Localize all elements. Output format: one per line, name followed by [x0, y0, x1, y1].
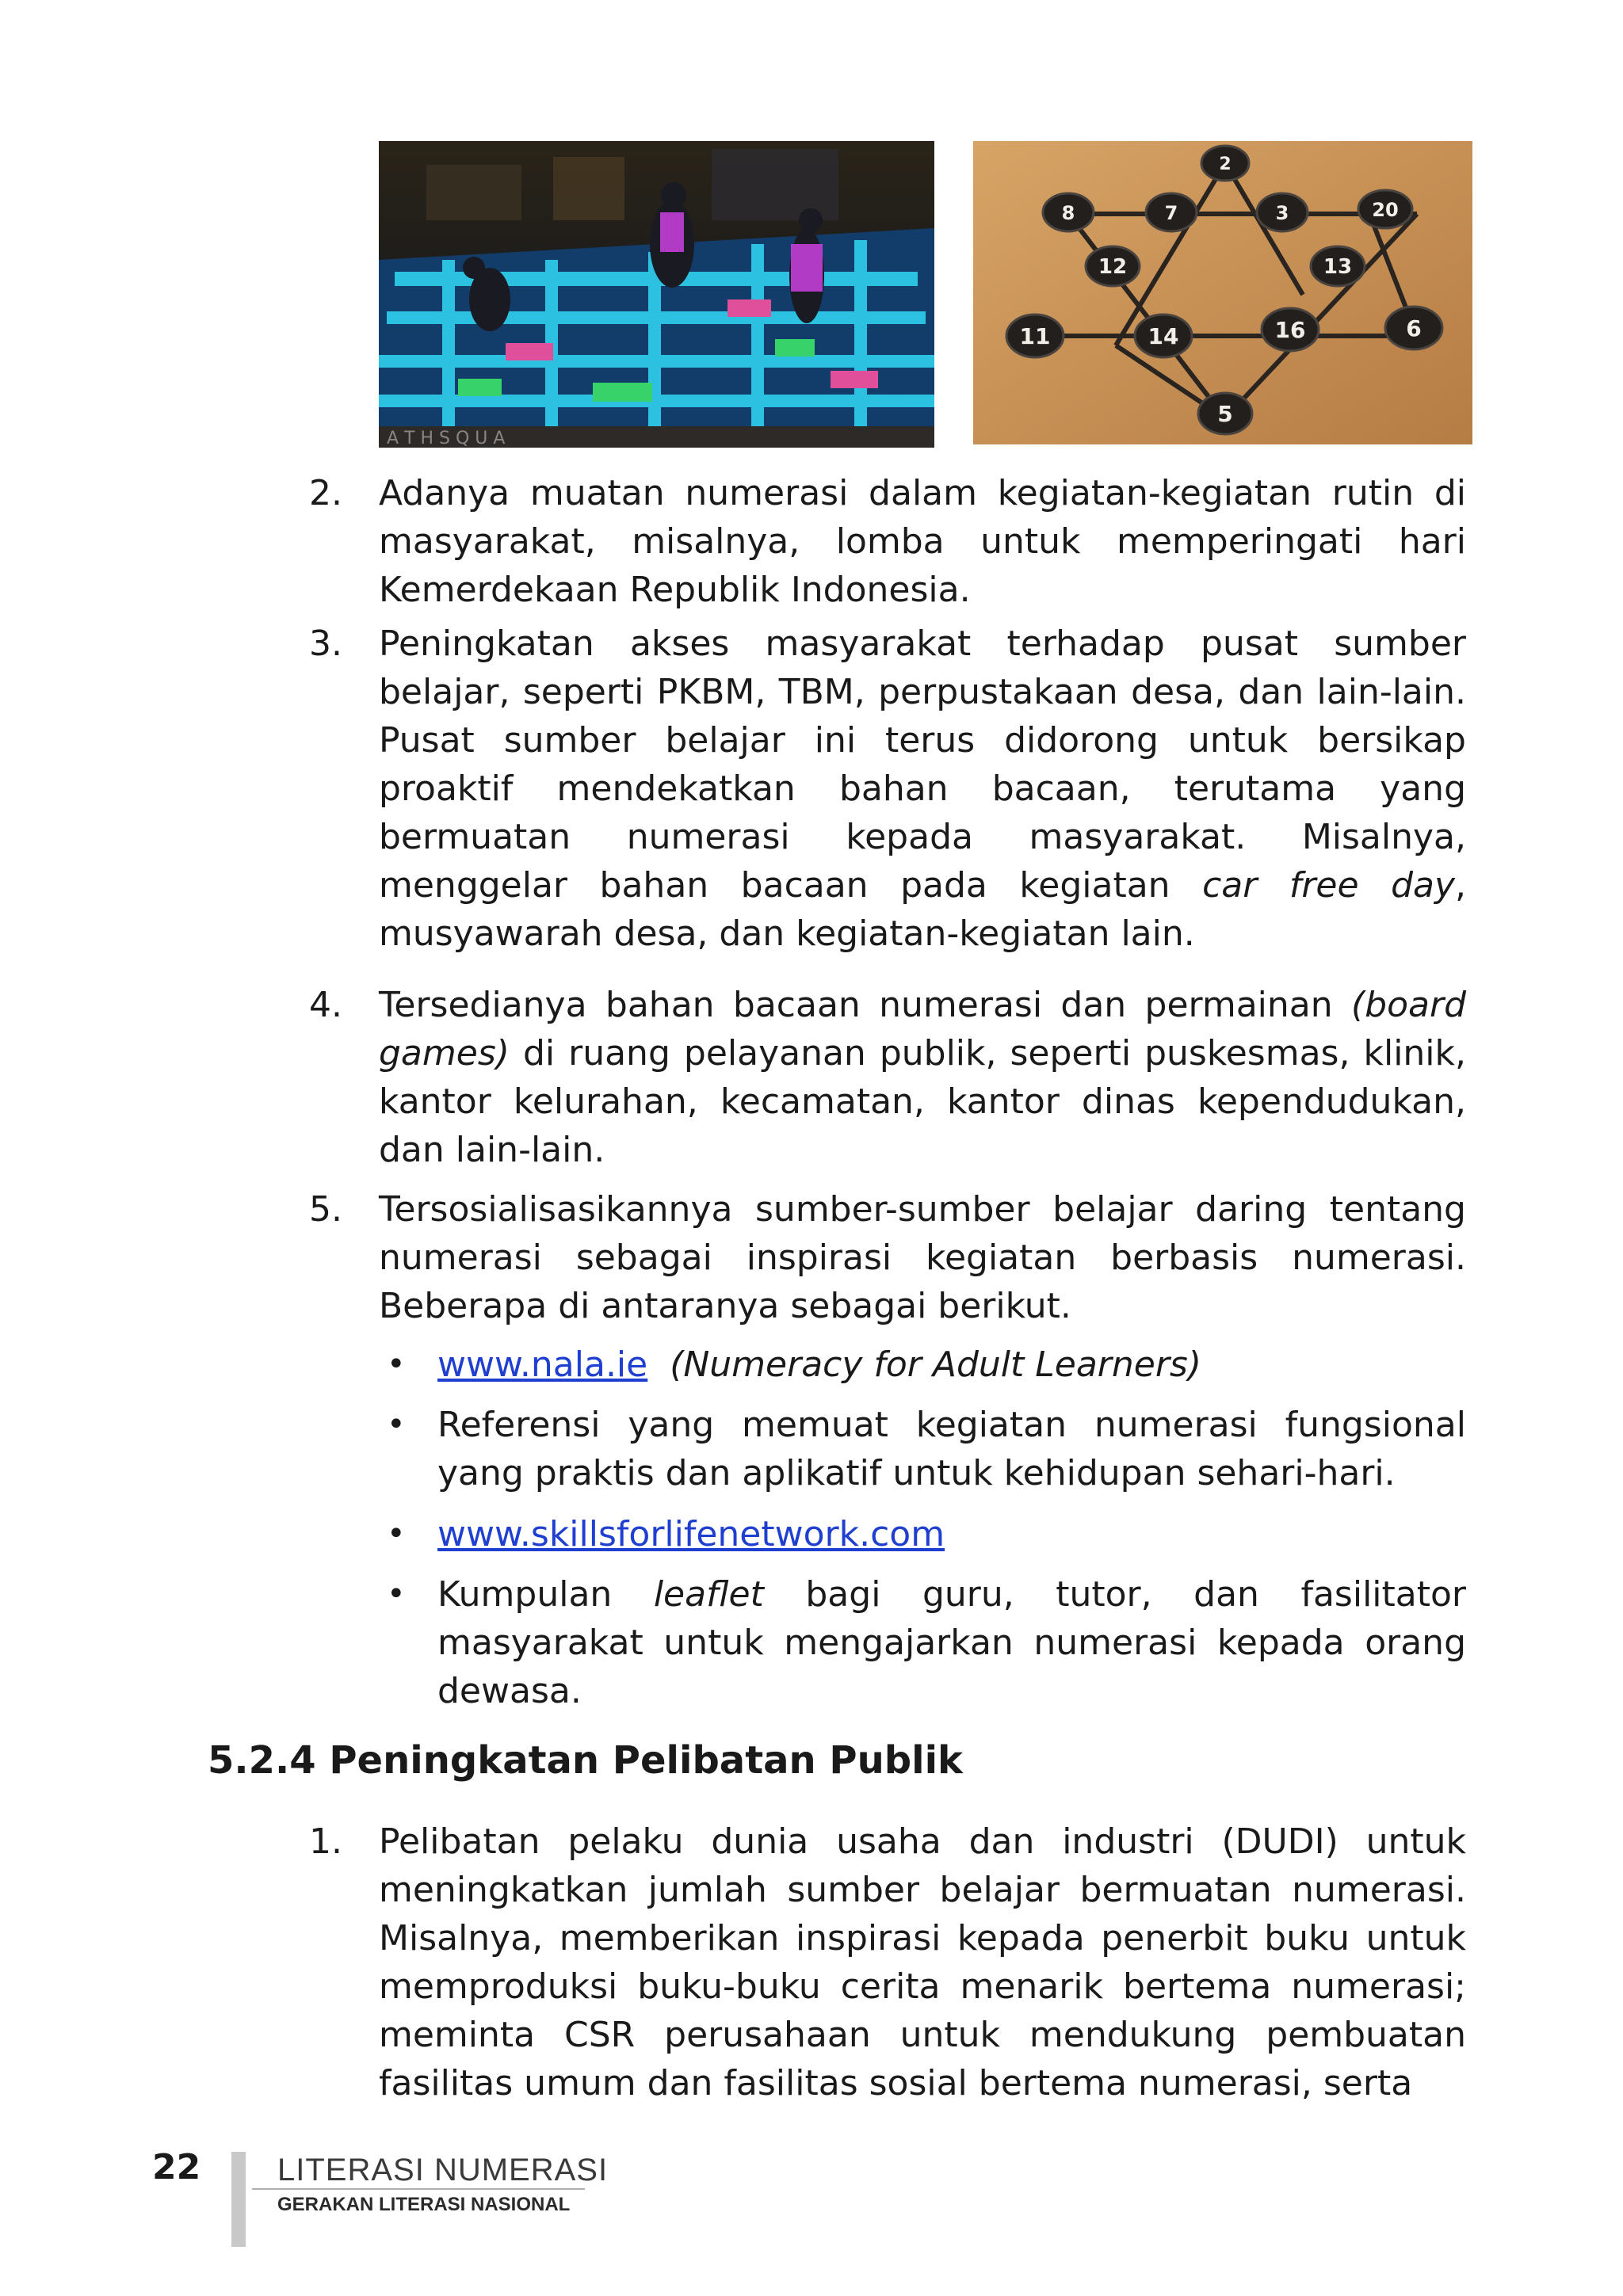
token-label: 20 — [1372, 199, 1399, 221]
token-label: 3 — [1275, 202, 1289, 224]
list-item — [301, 1817, 1466, 2134]
footer-divider-bar — [231, 2152, 246, 2247]
italic-term: leaflet — [653, 1574, 764, 1615]
footer-subtitle: GERAKAN LITERASI NASIONAL — [277, 2194, 571, 2215]
nala-link[interactable]: www.nala.ie — [437, 1344, 648, 1385]
list-item — [301, 981, 1466, 1185]
section-heading: 5.2.4 Peningkatan Pelibatan Publik — [208, 1738, 963, 1783]
number-star-puzzle-photo — [973, 141, 1472, 444]
token-label: 5 — [1217, 401, 1233, 427]
italic-term: car free day — [1202, 865, 1456, 906]
bullet-text — [437, 1510, 1466, 1558]
token-label: 16 — [1274, 317, 1306, 343]
italic-term: (board games) — [379, 985, 1466, 1074]
token-label: 14 — [1148, 323, 1179, 349]
list-item — [301, 1185, 1466, 1342]
bullet-item — [379, 1510, 1466, 1570]
bullet-marker: • — [387, 1576, 406, 1612]
token-label: 13 — [1323, 255, 1353, 279]
list-item — [301, 469, 1466, 620]
resource-bullet-list — [379, 1341, 1466, 1711]
bullet-marker: • — [387, 1406, 406, 1443]
token-label: 6 — [1406, 315, 1422, 341]
text-run: , musyawarah desa, dan kegiatan-kegiatan lain. — [379, 865, 1467, 954]
bullet-text — [437, 1341, 1466, 1389]
text-run: Kumpulan — [437, 1574, 654, 1615]
math-floor-game-illustration — [379, 141, 934, 448]
italic-note: (Numeracy for Adult Learners) — [670, 1344, 1202, 1385]
list-number: 3. — [309, 624, 342, 664]
bullet-text: Referensi yang memuat kegiatan numerasi fungsional yang praktis dan aplikatif untuk kehidupan sehari-hari. — [437, 1405, 1466, 1493]
list-item-text: Tersosialisasikannya sumber-sumber belajar daring tentang numerasi sebagai inspirasi kegiatan berbasis numerasi. Beberapa di antaranya sebagai berikut. — [379, 1189, 1466, 1326]
math-floor-game-photo — [379, 141, 934, 448]
list-item-text: Pelibatan pelaku dunia usaha dan industri (DUDI) untuk meningkatkan jumlah sumber belajar bermuatan numerasi. Misalnya, memberikan inspirasi kepada penerbit buku untuk memproduksi buku-buku cerita menarik bertema numerasi; meminta CSR perusahaan untuk mendukung pembuatan fasilitas umum dan fasilitas sosial bertema numerasi, serta — [379, 1821, 1466, 2103]
footer-title: LITERASI NUMERASI — [277, 2153, 609, 2187]
bullet-item — [379, 1401, 1466, 1510]
list-item-text: Adanya muatan numerasi dalam kegiatan-kegiatan rutin di masyarakat, misalnya, lomba untuk memperingati hari Kemerdekaan Republik Indonesia. — [379, 473, 1466, 610]
numbered-list-continued — [301, 469, 1466, 1342]
text-run: di ruang pelayanan publik, seperti puskesmas, klinik, kantor kelurahan, kecamatan, kantor dinas kependudukan, dan lain-lain. — [379, 1033, 1466, 1170]
text-run: Tersedianya bahan bacaan numerasi dan permainan — [379, 985, 1351, 1025]
list-item-text — [379, 620, 1466, 958]
bullet-text — [437, 1570, 1466, 1715]
bullet-marker: • — [387, 1516, 406, 1552]
number-star-puzzle-illustration — [973, 141, 1472, 444]
token-label: 7 — [1164, 202, 1178, 224]
token-label: 11 — [1019, 323, 1051, 349]
token-label: 2 — [1219, 154, 1232, 174]
footer-rule — [252, 2188, 585, 2190]
text-run: Peningkatan akses masyarakat terhadap pusat sumber belajar, seperti PKBM, TBM, perpustakaan desa, dan lain-lain. Pusat sumber belajar ini terus didorong untuk bersikap proaktif mendekatkan bahan bacaan, terutama yang bermuatan numerasi kepada masyarakat. Misalnya, menggelar bahan bacaan pada kegiatan — [379, 624, 1466, 906]
list-number: 4. — [309, 985, 342, 1025]
token-label: 12 — [1098, 255, 1128, 279]
token-label: 8 — [1061, 202, 1075, 224]
bullet-marker: • — [387, 1346, 406, 1383]
list-item — [301, 620, 1466, 981]
numbered-list-public-involvement — [301, 1817, 1466, 2134]
floor-lettering: A T H S Q U A — [387, 429, 506, 448]
text-run: bagi guru, tutor, dan fasilitator masyarakat untuk mengajarkan numerasi kepada orang dewasa. — [437, 1574, 1466, 1711]
skillsforlife-link[interactable]: www.skillsforlifenetwork.com — [437, 1514, 945, 1554]
bullet-item — [379, 1341, 1466, 1401]
bullet-item — [379, 1570, 1466, 1711]
list-number: 2. — [309, 473, 342, 513]
list-number: 5. — [309, 1189, 342, 1230]
list-number: 1. — [309, 1821, 342, 1862]
list-item-text — [379, 981, 1466, 1174]
page-number: 22 — [152, 2147, 201, 2187]
